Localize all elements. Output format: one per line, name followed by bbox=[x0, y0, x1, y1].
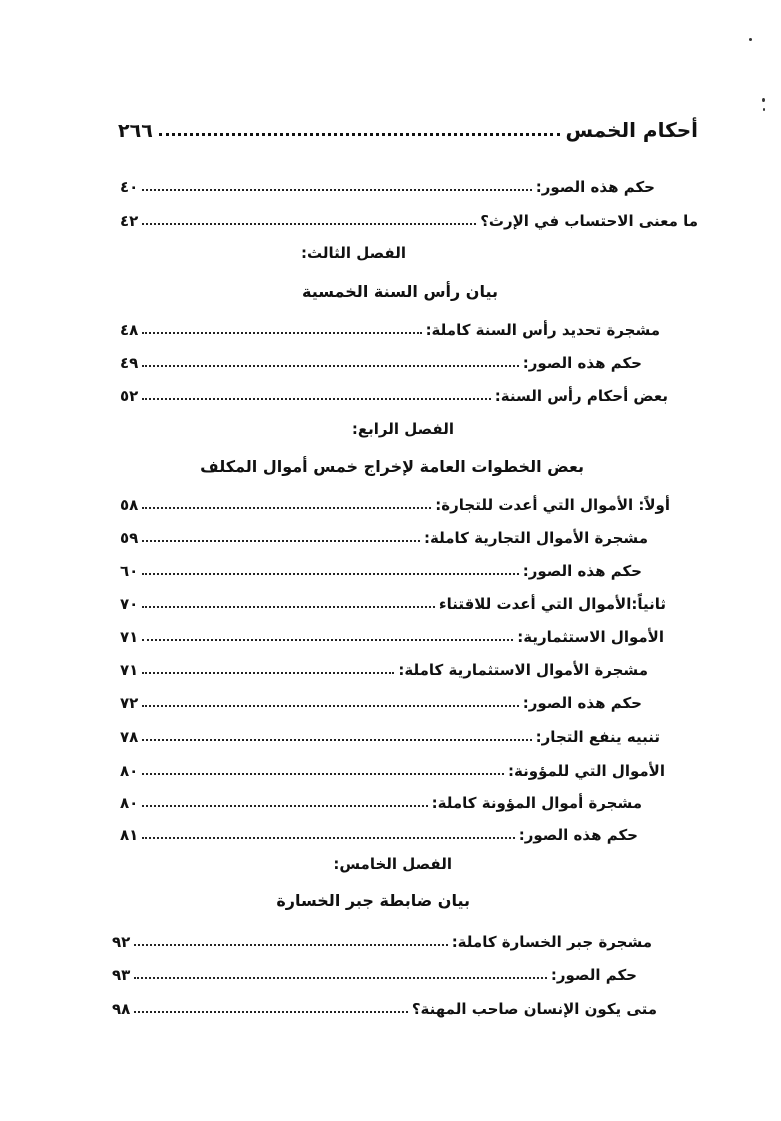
toc-entry bbox=[120, 655, 648, 679]
toc-entry-page: ٥٢ bbox=[120, 387, 139, 405]
toc-entry-title: بعض أحكام رأس السنة: bbox=[494, 387, 668, 405]
toc-entry-page: ٥٩ bbox=[120, 529, 139, 547]
toc-entry bbox=[112, 927, 652, 951]
toc-entry bbox=[120, 589, 666, 613]
toc-entry bbox=[120, 490, 670, 514]
toc-entry-page: ٦٠ bbox=[120, 562, 139, 580]
leader-dots bbox=[142, 573, 518, 575]
leader-dots bbox=[142, 540, 420, 542]
toc-entry-page: ٤٢ bbox=[120, 212, 139, 230]
scan-speck bbox=[749, 38, 752, 41]
toc-entry-page: ٧١ bbox=[120, 661, 139, 679]
toc-entry bbox=[120, 622, 664, 646]
toc-entry-title: الأموال الاستثمارية: bbox=[517, 628, 664, 646]
header-title: أحكام الخمس bbox=[565, 118, 698, 142]
toc-entry-title: مشجرة الأموال التجارية كاملة: bbox=[424, 529, 648, 547]
header-leader-dots bbox=[159, 133, 560, 136]
leader-dots bbox=[142, 332, 421, 334]
leader-dots bbox=[142, 837, 514, 839]
toc-entry-title: حكم هذه الصور: bbox=[522, 694, 642, 712]
toc-entry-title: حكم هذه الصور: bbox=[522, 562, 642, 580]
leader-dots bbox=[142, 773, 504, 775]
scan-speck bbox=[763, 108, 765, 111]
toc-entry bbox=[120, 722, 660, 746]
leader-dots bbox=[142, 639, 513, 641]
toc-entry-title: ثانياً:الأموال التي أعدت للاقتناء bbox=[438, 595, 666, 613]
chapter-title: بعض الخطوات العامة لإخراج خمس أموال المكلف bbox=[200, 457, 584, 476]
toc-entry-page: ٧١ bbox=[120, 628, 139, 646]
running-header bbox=[118, 112, 698, 142]
header-page-number: ٢٦٦ bbox=[118, 120, 153, 142]
toc-entry bbox=[120, 556, 642, 580]
leader-dots bbox=[142, 507, 431, 509]
toc-entry-title: متى يكون الإنسان صاحب المهنة؟ bbox=[411, 1000, 657, 1018]
toc-entry-title: حكم هذه الصور: bbox=[522, 354, 642, 372]
toc-entry bbox=[112, 994, 657, 1018]
toc-entry-title: حكم هذه الصور: bbox=[518, 826, 638, 844]
toc-entry-title: مشجرة أموال المؤونة كاملة: bbox=[431, 794, 642, 812]
leader-dots bbox=[142, 805, 427, 807]
chapter-title: بيان ضابطة جبر الخسارة bbox=[276, 891, 470, 910]
toc-entry-page: ٧٠ bbox=[120, 595, 139, 613]
toc-entry-title: مشجرة تحديد رأس السنة كاملة: bbox=[425, 321, 660, 339]
toc-entry bbox=[120, 172, 655, 196]
toc-entry-page: ٩٢ bbox=[112, 933, 131, 951]
chapter-title: بيان رأس السنة الخمسية bbox=[302, 282, 498, 301]
toc-entry-page: ٧٨ bbox=[120, 728, 139, 746]
toc-entry bbox=[120, 315, 660, 339]
toc-entry bbox=[120, 348, 642, 372]
toc-entry-page: ٤٨ bbox=[120, 321, 139, 339]
chapter-heading: الفصل الثالث: bbox=[301, 244, 406, 262]
leader-dots bbox=[142, 672, 394, 674]
toc-entry bbox=[120, 206, 698, 230]
toc-entry-title: تنبيه ينفع التجار: bbox=[535, 728, 660, 746]
toc-entry-page: ٨١ bbox=[120, 826, 139, 844]
toc-entry-page: ٧٢ bbox=[120, 694, 139, 712]
leader-dots bbox=[142, 705, 518, 707]
toc-entry-title: ما معنى الاحتساب في الإرث؟ bbox=[480, 212, 698, 230]
toc-entry bbox=[120, 820, 638, 844]
toc-entry-title: حكم الصور: bbox=[550, 966, 637, 984]
toc-entry bbox=[112, 960, 637, 984]
scan-speck bbox=[762, 98, 765, 102]
leader-dots bbox=[134, 977, 547, 979]
leader-dots bbox=[134, 944, 447, 946]
leader-dots bbox=[142, 606, 435, 608]
toc-entry-page: ٩٨ bbox=[112, 1000, 131, 1018]
leader-dots bbox=[142, 739, 531, 741]
toc-entry-page: ٥٨ bbox=[120, 496, 139, 514]
leader-dots bbox=[142, 189, 531, 191]
toc-entry-page: ٨٠ bbox=[120, 794, 139, 812]
toc-entry-title: مشجرة الأموال الاستثمارية كاملة: bbox=[398, 661, 648, 679]
leader-dots bbox=[142, 365, 518, 367]
toc-entry bbox=[120, 523, 648, 547]
toc-entry bbox=[120, 688, 642, 712]
toc-entry bbox=[120, 381, 668, 405]
toc-entry-title: مشجرة جبر الخسارة كاملة: bbox=[451, 933, 652, 951]
toc-entry-title: أولاً: الأموال التي أعدت للتجارة: bbox=[435, 496, 670, 514]
toc-entry-title: الأموال التي للمؤونة: bbox=[508, 762, 665, 780]
leader-dots bbox=[142, 223, 476, 225]
toc-entry-page: ٨٠ bbox=[120, 762, 139, 780]
toc-entry bbox=[120, 756, 665, 780]
chapter-heading: الفصل الرابع: bbox=[351, 420, 454, 438]
chapter-heading: الفصل الخامس: bbox=[333, 855, 452, 873]
toc-entry-page: ٩٣ bbox=[112, 966, 131, 984]
leader-dots bbox=[142, 398, 490, 400]
toc-entry-page: ٤٠ bbox=[120, 178, 139, 196]
leader-dots bbox=[134, 1011, 408, 1013]
toc-entry bbox=[120, 788, 642, 812]
toc-entry-title: حكم هذه الصور: bbox=[535, 178, 655, 196]
toc-entry-page: ٤٩ bbox=[120, 354, 139, 372]
